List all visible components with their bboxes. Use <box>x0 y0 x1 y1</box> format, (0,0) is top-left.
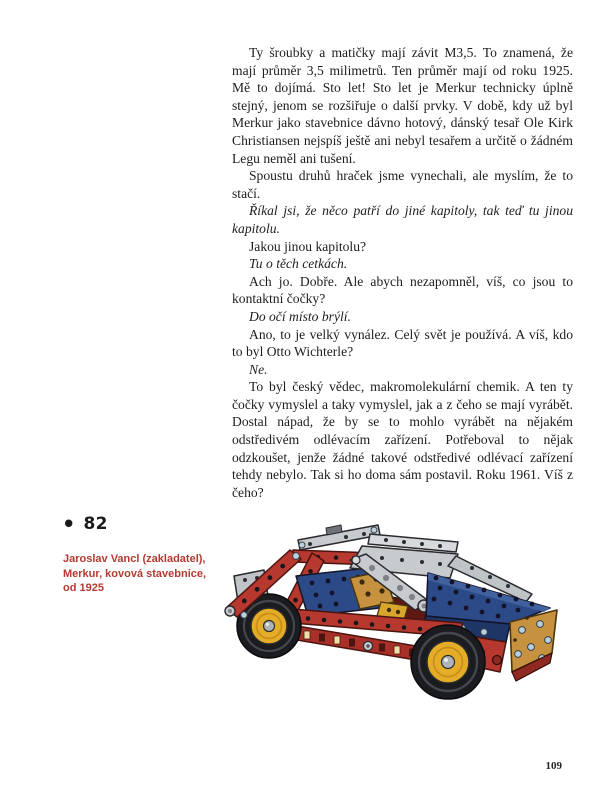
caption-line-2: Merkur, kovová stavebnice, <box>63 567 207 580</box>
page-number: 109 <box>545 760 562 772</box>
body-paragraph-4: Jakou jinou kapitolu? <box>249 238 367 254</box>
rear-panel <box>510 610 557 681</box>
figure-marker <box>62 514 108 534</box>
body-paragraph-5: Tu o těch cetkách. <box>249 256 348 272</box>
body-paragraph-9: Ne. <box>249 361 268 377</box>
rear-wheel <box>411 625 485 699</box>
body-paragraph-2: Spoustu druhů hraček jsme vynechali, ale myslím, že to stačí. <box>232 168 573 201</box>
body-paragraph-7: Do očí místo brýlí. <box>249 308 351 324</box>
body-paragraph-6: Ach jo. Dobře. Ale abych nezapomněl, víš, co jsou to kontaktní čočky? <box>232 273 573 307</box>
body-text <box>232 44 573 501</box>
body-paragraph-3: Říkal jsi, že něco patří do jiné kapitoly, tak teď tu jinou kapitolu. <box>232 203 573 236</box>
bullet-icon: • <box>62 512 76 536</box>
merkur-car-illustration <box>200 520 580 720</box>
figure-number: 82 <box>83 514 108 534</box>
body-paragraph-10: To byl český vědec, makromolekulární chemik. A ten ty čočky vymyslel a taky vymyslel, jak a z čeho se mají vyrábět. Dostal nápad, že by se to mohlo vyrábět na nějakém odstředivém odlévacím zařízení. Potřeboval to nějak odzkoušet, jenže žádné takové odstředivé odlévací zařízení tehdy nebylo. Tak si ho doma sám postavil. Roku 1961. Víš z čeho? <box>232 379 573 500</box>
body-paragraph-8: Ano, to je velký vynález. Celý svět je používá. A víš, kdo to byl Otto Wichterle? <box>232 326 573 360</box>
caption-line-1: Jaroslav Vancl (zakladatel), <box>63 553 206 565</box>
caption-line-3: od 1925 <box>63 582 104 594</box>
body-paragraph-1: Ty šroubky a matičky mají závit M3,5. To znamená, že mají průměr 3,5 milimetrů. Ten průměr mají od roku 1925. Mě to dojímá. Sto let! Sto let je Merkur technicky úplně stejný, jenom se rozšiřuje o další prvky. V době, kdy už byl Merkur jako stavebnice dávno hotový, dánský tesař Ole Kirk Christiansen nejspíš ještě ani nebyl tesařem a určitě o žádném Legu neměl ani tušení. <box>232 45 573 166</box>
